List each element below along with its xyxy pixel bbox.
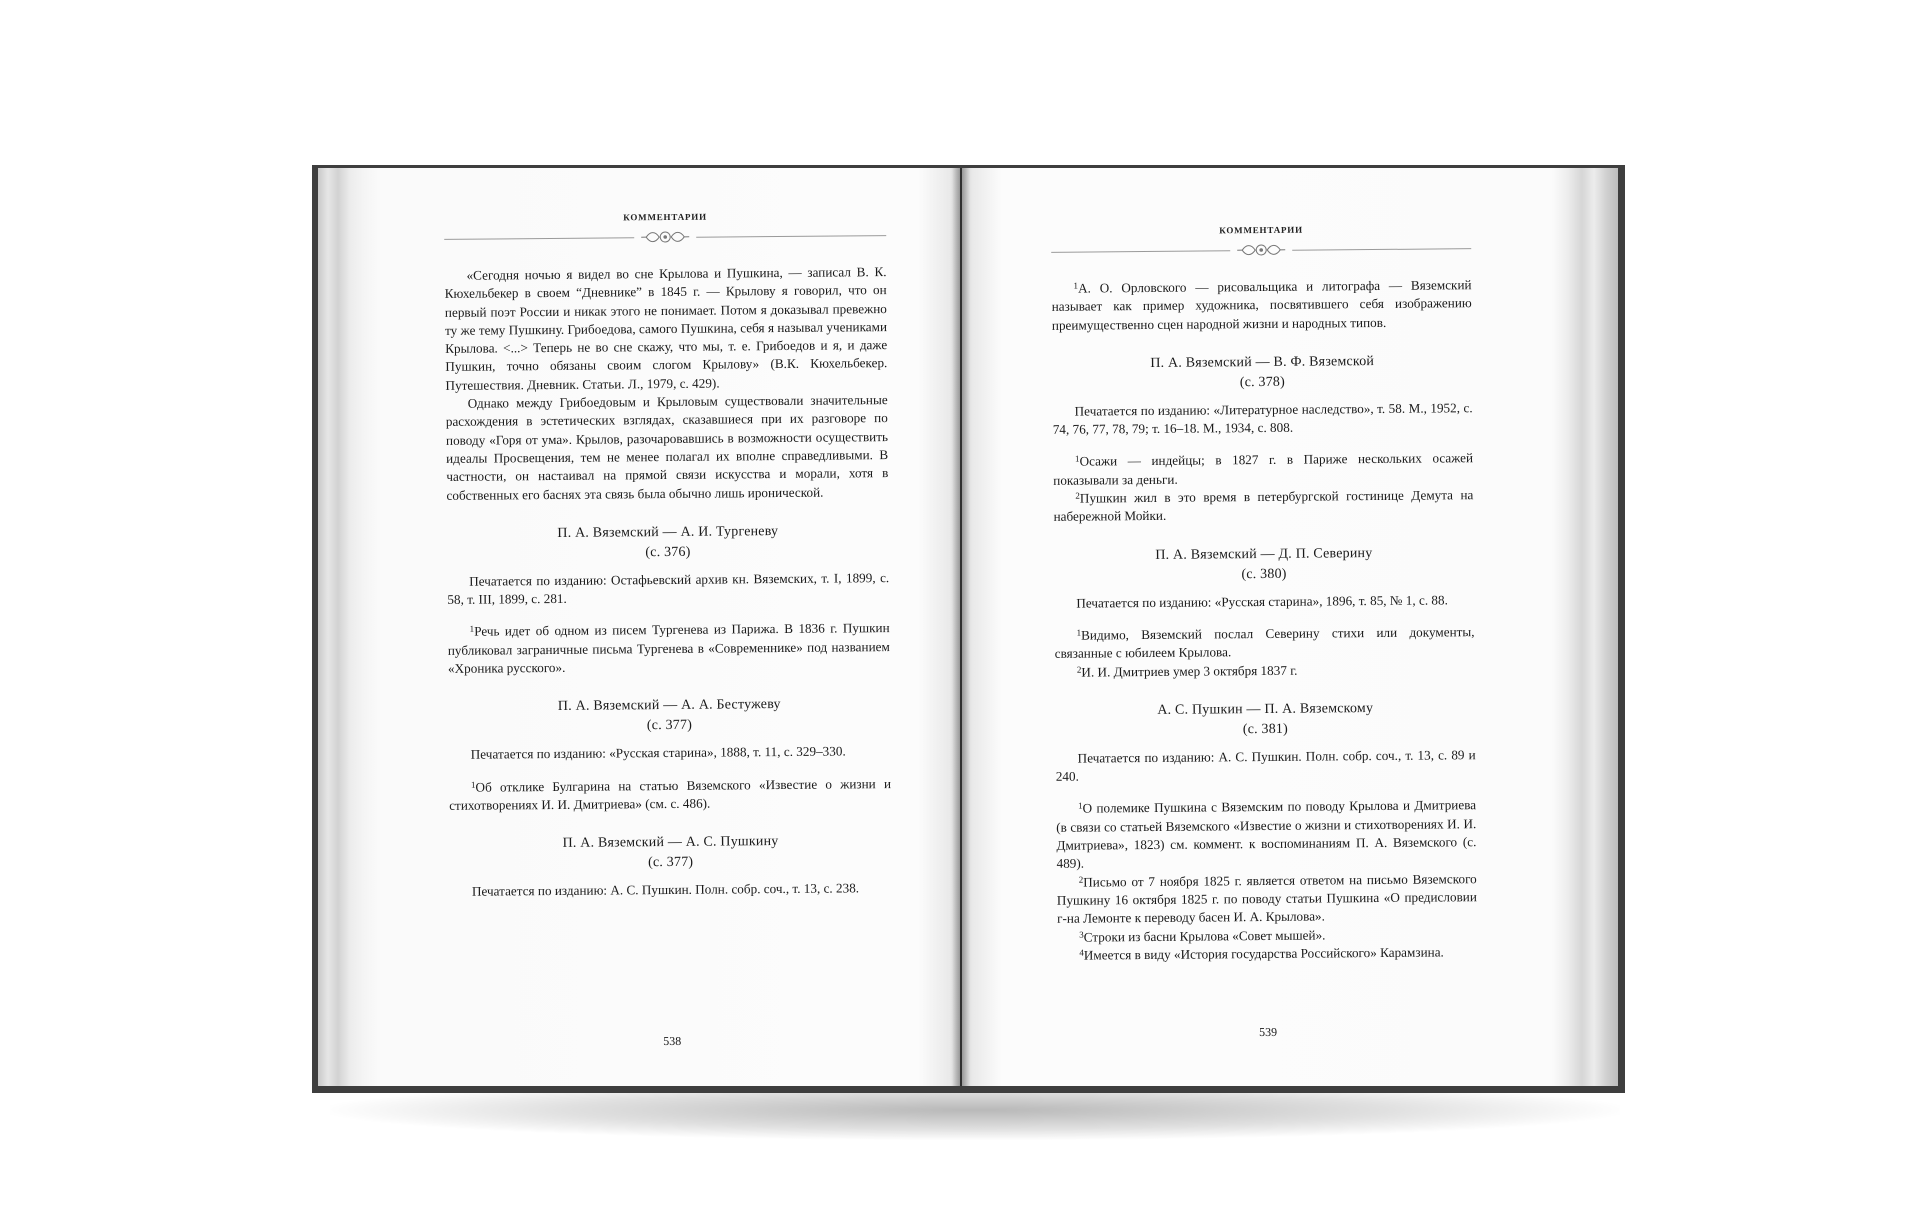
footnote-number: 1	[469, 624, 475, 635]
source-line: Печатается по изданию: Остафьевский архив кн. Вяземских, т. I, 1899, с. 58, т. III, 1899, с. 281.	[447, 569, 890, 608]
left-page	[444, 210, 893, 1064]
footnote	[1051, 276, 1471, 335]
footnote-text: Имеется в виду «История государства Российского» Карамзина.	[1083, 944, 1444, 963]
footnote	[449, 775, 891, 815]
footnote	[1057, 943, 1477, 965]
section-heading: А. С. Пушкин — П. А. Вяземскому	[1157, 700, 1374, 718]
footnote	[1053, 486, 1473, 526]
footnote-number: 1	[1078, 801, 1083, 812]
section-page-ref: (с. 376)	[645, 544, 691, 561]
right-page	[1051, 223, 1478, 1040]
footnote-text: Речь идет об одном из писем Тургенева из Парижа. В 1836 г. Пушкин публиковал заграничные письма Тургенева в «Современнике» под названием «Хроника русского».	[447, 620, 890, 676]
footnote	[1057, 870, 1477, 929]
footnote	[1053, 450, 1473, 490]
footnote-text: А. О. Орловского — рисовальщика и литографа — Вяземский называет как пример художника, посвятившего себя изображению преимущественно сцен народной жизни и народных типов.	[1051, 277, 1472, 333]
section-page-ref: (с. 380)	[1241, 566, 1287, 582]
footnote-number: 1	[1076, 627, 1082, 638]
footnote-number: 2	[1076, 664, 1082, 675]
footnote-text: Осажи — индейцы; в 1827 г. в Париже нескольких осажей показывали за деньги.	[1053, 450, 1474, 488]
section-heading: П. А. Вяземский — А. А. Бестужеву	[557, 697, 781, 715]
running-head: КОММЕНТАРИИ	[1219, 224, 1303, 236]
footnote-number: 1	[470, 779, 476, 790]
footnote-number: 2	[1078, 874, 1084, 885]
page-number: 539	[1258, 1024, 1278, 1040]
footnote-number: 1	[1073, 280, 1079, 291]
floral-ornament-icon	[640, 229, 690, 245]
page-number: 538	[663, 1033, 682, 1049]
source-line: Печатается по изданию: «Русская старина», 1896, т. 85, № 1, с. 88.	[1076, 592, 1448, 611]
footnote-text: Видимо, Вяземский послал Северину стихи или документы, связанные с юбилеем Крылова.	[1054, 624, 1475, 662]
footnote-number: 4	[1079, 947, 1084, 958]
footnote-number: 1	[1074, 454, 1080, 465]
section-heading: П. А. Вяземский — Д. П. Северину	[1155, 545, 1373, 563]
section-heading: П. А. Вяземский — В. Ф. Вяземской	[1150, 353, 1375, 371]
source-line: Печатается по изданию: «Литературное наследство», т. 58. М., 1952, с. 74, 76, 77, 78, 79; т. 16–18. М., 1934, с. 808.	[1052, 400, 1473, 438]
source-line: Печатается по изданию: «Русская старина», 1888, т. 11, с. 329–330.	[470, 743, 846, 763]
footnote	[1054, 623, 1474, 663]
section-page-ref: (с. 377)	[648, 855, 694, 871]
footnote-text: Об отклике Булгарина на статью Вяземского «Известие о жизни и стихотворениях И. И. Дмитриева» (см. с. 486).	[449, 775, 892, 813]
footnote-number: 3	[1079, 929, 1084, 940]
floral-ornament-icon	[1236, 242, 1286, 258]
footnote-text: Строки из басни Крылова «Совет мышей».	[1083, 926, 1326, 945]
footnote-text: О полемике Пушкина с Вяземским по поводу Крылова и Дмитриева (в связи со статьей Вяземского «Известие о жизни и стихотворениях И. И. Дмитриева», 1823) см. коммент. к воспоминаниям П. А. Вяземского (с. 489).	[1056, 797, 1477, 872]
source-line: Печатается по изданию: А. С. Пушкин. Полн. собр. соч., т. 13, с. 89 и 240.	[1055, 747, 1476, 784]
book-gutter	[952, 168, 970, 1086]
footnote-text: Письмо от 7 ноября 1825 г. является ответом на письмо Вяземского Пушкину 16 октября 1825 г. по поводу статьи Пушкина «О предисловии г-на Лемонте к переводу басен И. А. Крылова».	[1056, 870, 1477, 927]
footnote-text: Пушкин жил в это время в петербургской гостинице Демута на набережной Мойки.	[1053, 487, 1474, 525]
section-heading: П. А. Вяземский — А. С. Пушкину	[562, 834, 779, 852]
section-page-ref: (с. 378)	[1239, 374, 1286, 391]
footnote	[1056, 797, 1477, 874]
footnote-number: 2	[1075, 490, 1080, 501]
section-page-ref: (с. 381)	[1242, 721, 1289, 738]
footnote	[448, 620, 890, 679]
footnote-text: И. И. Дмитриев умер 3 октября 1837 г.	[1081, 662, 1298, 680]
body-paragraph: «Сегодня ночью я видел во сне Крылова и Пушкина, — записал В. К. Кюхельбекер в своем “Дневнике” в 1845 г. — Крылову я говорил, что он первый поэт России и никак этого не понимает. Потом я доказывал превежно ту же тему Пушкину. Грибоедова, самого Пушкина, себя я называл учениками Крылова. <...> Теперь не во сне скажу, что мы, т. е. Грибоедов и я, и даже Пушкин, точно обязаны своим слогом Крылову» (В.К. Кюхельбекер. Путешествия. Дневник. Статьи. Л., 1979, с. 429).	[444, 264, 888, 393]
source-line: Печатается по изданию: А. С. Пушкин. Полн. собр. соч., т. 13, с. 238.	[471, 880, 860, 899]
running-head: КОММЕНТАРИИ	[623, 211, 707, 223]
body-paragraph: Однако между Грибоедовым и Крыловым существовали значительные расхождения в эстетических взглядах, сказавшиеся при их разговоре по поводу «Горя от ума». Крылов, разочаровавшись в возможности осуществить идеалы Просвещения, тем не менее полагал их вполне справедливыми. В частности, он настаивал на прямой связи искусства и морали, хотя в собственных его баснях эта связь была обычно лишь иронической.	[445, 392, 889, 503]
ornament-divider	[1051, 240, 1471, 260]
section-heading: П. А. Вяземский — А. И. Тургеневу	[557, 523, 779, 541]
ornament-divider	[444, 227, 886, 247]
section-page-ref: (с. 377)	[646, 718, 693, 734]
